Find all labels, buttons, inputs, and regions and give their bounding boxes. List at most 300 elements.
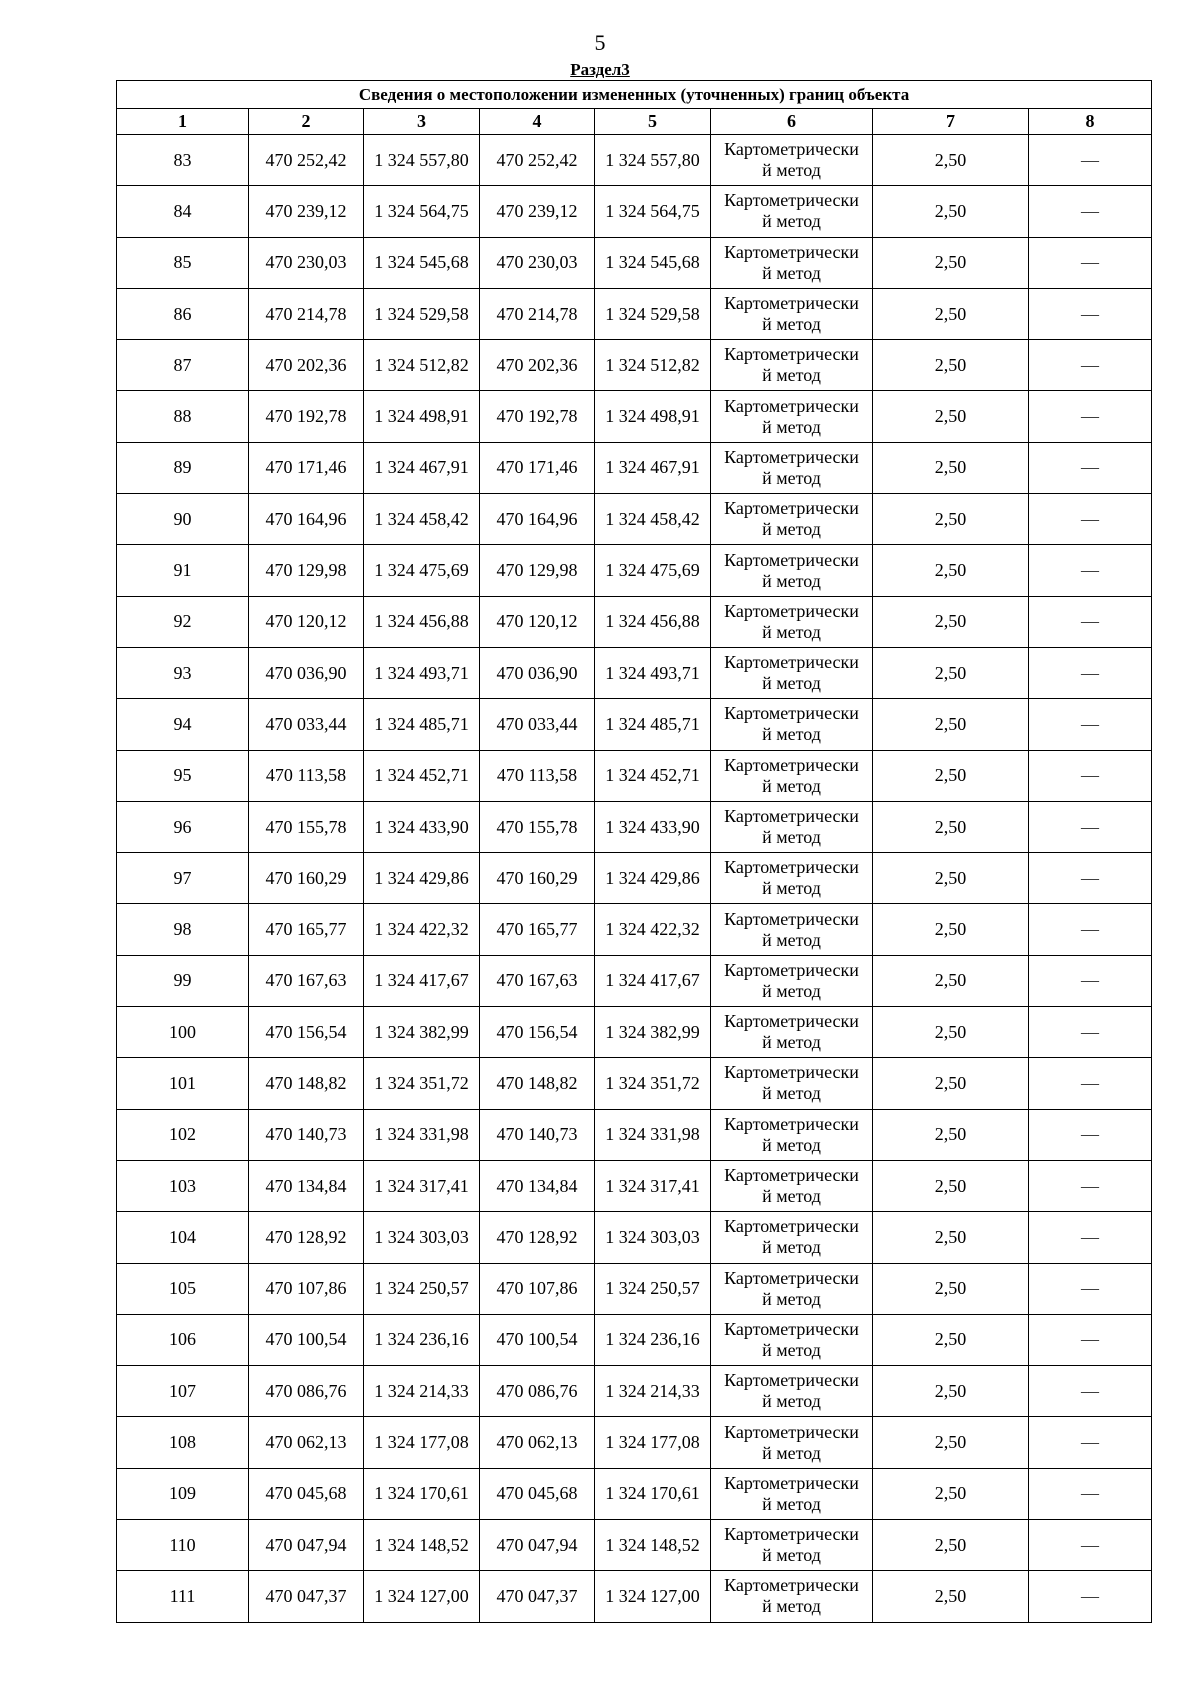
x-old-cell: 470 160,29 <box>249 853 364 904</box>
accuracy-cell: 2,50 <box>873 1160 1029 1211</box>
description-cell: — <box>1029 955 1152 1006</box>
method-cell <box>711 494 873 545</box>
method-text-line2: й метод <box>762 1237 821 1258</box>
y-old-cell: 1 324 351,72 <box>364 1058 480 1109</box>
x-new-cell: 470 033,44 <box>480 699 595 750</box>
y-new-cell: 1 324 557,80 <box>595 135 711 186</box>
x-new-cell: 470 160,29 <box>480 853 595 904</box>
method-cell <box>711 904 873 955</box>
point-number-cell: 90 <box>117 494 249 545</box>
method-cell <box>711 1263 873 1314</box>
y-new-cell: 1 324 545,68 <box>595 237 711 288</box>
x-old-cell: 470 155,78 <box>249 801 364 852</box>
x-new-cell: 470 062,13 <box>480 1417 595 1468</box>
point-number-cell: 89 <box>117 442 249 493</box>
table-row <box>117 853 1152 904</box>
method-text-line1: Картометрически <box>724 857 859 878</box>
x-new-cell: 470 047,94 <box>480 1520 595 1571</box>
point-number-cell: 103 <box>117 1160 249 1211</box>
description-cell: — <box>1029 1417 1152 1468</box>
point-number-cell: 110 <box>117 1520 249 1571</box>
method-text-line2: й метод <box>762 1032 821 1053</box>
accuracy-cell: 2,50 <box>873 186 1029 237</box>
accuracy-cell: 2,50 <box>873 1468 1029 1519</box>
x-old-cell: 470 045,68 <box>249 1468 364 1519</box>
method-text-line1: Картометрически <box>724 806 859 826</box>
x-old-cell: 470 107,86 <box>249 1263 364 1314</box>
method-text-line1: Картометрически <box>724 1267 859 1288</box>
method-text-line1: Картометрически <box>724 1421 859 1442</box>
y-new-cell: 1 324 475,69 <box>595 545 711 596</box>
method-cell <box>711 955 873 1006</box>
x-old-cell: 470 214,78 <box>249 288 364 339</box>
description-cell: — <box>1029 391 1152 442</box>
y-old-cell: 1 324 236,16 <box>364 1314 480 1365</box>
method-text-line1: Картометрически <box>724 959 859 980</box>
table-row <box>117 1468 1152 1519</box>
description-cell: — <box>1029 340 1152 391</box>
x-old-cell: 470 033,44 <box>249 699 364 750</box>
x-new-cell: 470 192,78 <box>480 391 595 442</box>
y-new-cell: 1 324 422,32 <box>595 904 711 955</box>
x-new-cell: 470 214,78 <box>480 288 595 339</box>
y-new-cell: 1 324 564,75 <box>595 186 711 237</box>
accuracy-cell: 2,50 <box>873 750 1029 801</box>
accuracy-cell: 2,50 <box>873 596 1029 647</box>
x-new-cell: 470 230,03 <box>480 237 595 288</box>
point-number-cell: 87 <box>117 340 249 391</box>
method-cell <box>711 1520 873 1571</box>
y-old-cell: 1 324 564,75 <box>364 186 480 237</box>
section-title: Раздел3 <box>570 60 630 79</box>
x-new-cell: 470 167,63 <box>480 955 595 1006</box>
table-row <box>117 1212 1152 1263</box>
accuracy-cell: 2,50 <box>873 1571 1029 1622</box>
table-row <box>117 391 1152 442</box>
y-new-cell: 1 324 250,57 <box>595 1263 711 1314</box>
method-text-line1: Картометрически <box>724 293 859 314</box>
method-cell <box>711 699 873 750</box>
x-old-cell: 470 129,98 <box>249 545 364 596</box>
accuracy-cell: 2,50 <box>873 288 1029 339</box>
method-text-line2: й метод <box>762 980 821 1001</box>
method-text-line2: й метод <box>762 365 821 386</box>
method-text-line1: Картометрически <box>724 446 859 467</box>
x-old-cell: 470 140,73 <box>249 1109 364 1160</box>
point-number-cell: 111 <box>117 1571 249 1622</box>
y-old-cell: 1 324 498,91 <box>364 391 480 442</box>
y-old-cell: 1 324 170,61 <box>364 1468 480 1519</box>
accuracy-cell: 2,50 <box>873 1058 1029 1109</box>
y-old-cell: 1 324 127,00 <box>364 1571 480 1622</box>
method-text-line2: й метод <box>762 211 821 232</box>
method-text-line2: й метод <box>762 775 821 796</box>
accuracy-cell: 2,50 <box>873 1417 1029 1468</box>
y-old-cell: 1 324 493,71 <box>364 647 480 698</box>
method-cell <box>711 1468 873 1519</box>
method-text-line1: Картометрически <box>724 1370 859 1391</box>
method-cell <box>711 1109 873 1160</box>
method-cell <box>711 237 873 288</box>
x-old-cell: 470 047,94 <box>249 1520 364 1571</box>
point-number-cell: 86 <box>117 288 249 339</box>
method-text-line1: Картометрически <box>724 703 859 724</box>
method-text-line2: й метод <box>762 416 821 437</box>
description-cell: — <box>1029 288 1152 339</box>
method-text-line1: Картометрически <box>724 1165 859 1186</box>
x-old-cell: 470 164,96 <box>249 494 364 545</box>
x-new-cell: 470 171,46 <box>480 442 595 493</box>
x-new-cell: 470 036,90 <box>480 647 595 698</box>
y-new-cell: 1 324 127,00 <box>595 1571 711 1622</box>
table-row <box>117 1520 1152 1571</box>
description-cell: — <box>1029 135 1152 186</box>
y-new-cell: 1 324 382,99 <box>595 1007 711 1058</box>
method-text-line1: Картометрически <box>724 395 859 416</box>
x-new-cell: 470 129,98 <box>480 545 595 596</box>
accuracy-cell: 2,50 <box>873 494 1029 545</box>
description-cell: — <box>1029 237 1152 288</box>
x-old-cell: 470 100,54 <box>249 1314 364 1365</box>
table-row <box>117 1109 1152 1160</box>
y-new-cell: 1 324 433,90 <box>595 801 711 852</box>
x-new-cell: 470 148,82 <box>480 1058 595 1109</box>
table-caption: Сведения о местоположении измененных (уточненных) границ объекта <box>117 81 1152 109</box>
x-new-cell: 470 155,78 <box>480 801 595 852</box>
method-text-line1: Картометрически <box>724 1575 859 1596</box>
method-cell <box>711 596 873 647</box>
x-new-cell: 470 047,37 <box>480 1571 595 1622</box>
point-number-cell: 96 <box>117 801 249 852</box>
accuracy-cell: 2,50 <box>873 391 1029 442</box>
point-number-cell: 83 <box>117 135 249 186</box>
accuracy-cell: 2,50 <box>873 647 1029 698</box>
point-number-cell: 94 <box>117 699 249 750</box>
description-cell: — <box>1029 1520 1152 1571</box>
description-cell: — <box>1029 1109 1152 1160</box>
point-number-cell: 101 <box>117 1058 249 1109</box>
method-text-line2: й метод <box>762 1339 821 1360</box>
accuracy-cell: 2,50 <box>873 545 1029 596</box>
y-new-cell: 1 324 529,58 <box>595 288 711 339</box>
method-text-line2: й метод <box>762 160 821 181</box>
y-old-cell: 1 324 456,88 <box>364 596 480 647</box>
method-text-line2: й метод <box>762 467 821 488</box>
method-text-line2: й метод <box>762 1596 821 1617</box>
y-old-cell: 1 324 417,67 <box>364 955 480 1006</box>
x-old-cell: 470 252,42 <box>249 135 364 186</box>
table-row <box>117 340 1152 391</box>
x-new-cell: 470 086,76 <box>480 1366 595 1417</box>
method-text-line2: й метод <box>762 1083 821 1104</box>
description-cell: — <box>1029 853 1152 904</box>
method-text-line1: Картометрически <box>724 498 859 519</box>
method-text-line1: Картометрически <box>724 1113 859 1134</box>
column-number-6: 6 <box>711 109 873 135</box>
table-row <box>117 1160 1152 1211</box>
table-row <box>117 1571 1152 1622</box>
table-row <box>117 442 1152 493</box>
method-text-line1: Картометрически <box>724 600 859 621</box>
method-text-line1: Картометрически <box>724 1524 859 1545</box>
method-text-line2: й метод <box>762 1288 821 1309</box>
method-text-line2: й метод <box>762 827 821 847</box>
column-number-2: 2 <box>249 109 364 135</box>
x-new-cell: 470 100,54 <box>480 1314 595 1365</box>
y-new-cell: 1 324 170,61 <box>595 1468 711 1519</box>
y-old-cell: 1 324 429,86 <box>364 853 480 904</box>
x-old-cell: 470 148,82 <box>249 1058 364 1109</box>
y-new-cell: 1 324 331,98 <box>595 1109 711 1160</box>
point-number-cell: 91 <box>117 545 249 596</box>
x-old-cell: 470 156,54 <box>249 1007 364 1058</box>
y-new-cell: 1 324 429,86 <box>595 853 711 904</box>
y-old-cell: 1 324 485,71 <box>364 699 480 750</box>
y-old-cell: 1 324 382,99 <box>364 1007 480 1058</box>
x-new-cell: 470 140,73 <box>480 1109 595 1160</box>
table-row <box>117 1366 1152 1417</box>
method-text-line2: й метод <box>762 262 821 283</box>
method-cell <box>711 750 873 801</box>
y-old-cell: 1 324 452,71 <box>364 750 480 801</box>
accuracy-cell: 2,50 <box>873 1109 1029 1160</box>
x-old-cell: 470 128,92 <box>249 1212 364 1263</box>
coordinates-table <box>116 80 1152 1623</box>
x-old-cell: 470 134,84 <box>249 1160 364 1211</box>
x-new-cell: 470 134,84 <box>480 1160 595 1211</box>
column-number-1: 1 <box>117 109 249 135</box>
method-cell <box>711 647 873 698</box>
accuracy-cell: 2,50 <box>873 955 1029 1006</box>
description-cell: — <box>1029 801 1152 852</box>
table-row <box>117 699 1152 750</box>
x-old-cell: 470 113,58 <box>249 750 364 801</box>
description-cell: — <box>1029 1212 1152 1263</box>
method-text-line1: Картометрически <box>724 1216 859 1237</box>
method-cell <box>711 1314 873 1365</box>
table-row <box>117 1007 1152 1058</box>
x-old-cell: 470 036,90 <box>249 647 364 698</box>
description-cell: — <box>1029 545 1152 596</box>
y-old-cell: 1 324 433,90 <box>364 801 480 852</box>
method-cell <box>711 545 873 596</box>
x-old-cell: 470 047,37 <box>249 1571 364 1622</box>
y-new-cell: 1 324 498,91 <box>595 391 711 442</box>
x-new-cell: 470 128,92 <box>480 1212 595 1263</box>
y-old-cell: 1 324 422,32 <box>364 904 480 955</box>
method-text-line2: й метод <box>762 1134 821 1155</box>
x-old-cell: 470 239,12 <box>249 186 364 237</box>
method-text-line1: Картометрически <box>724 241 859 262</box>
table-row <box>117 186 1152 237</box>
description-cell: — <box>1029 596 1152 647</box>
table-row <box>117 596 1152 647</box>
method-text-line1: Картометрически <box>724 139 859 160</box>
point-number-cell: 84 <box>117 186 249 237</box>
column-number-8: 8 <box>1029 109 1152 135</box>
description-cell: — <box>1029 186 1152 237</box>
table-row <box>117 237 1152 288</box>
y-old-cell: 1 324 177,08 <box>364 1417 480 1468</box>
method-cell <box>711 186 873 237</box>
accuracy-cell: 2,50 <box>873 442 1029 493</box>
point-number-cell: 97 <box>117 853 249 904</box>
method-text-line2: й метод <box>762 519 821 540</box>
point-number-cell: 85 <box>117 237 249 288</box>
method-cell <box>711 1417 873 1468</box>
accuracy-cell: 2,50 <box>873 1263 1029 1314</box>
point-number-cell: 100 <box>117 1007 249 1058</box>
point-number-cell: 98 <box>117 904 249 955</box>
method-cell <box>711 442 873 493</box>
y-new-cell: 1 324 303,03 <box>595 1212 711 1263</box>
accuracy-cell: 2,50 <box>873 1212 1029 1263</box>
table-row <box>117 1263 1152 1314</box>
y-old-cell: 1 324 317,41 <box>364 1160 480 1211</box>
x-new-cell: 470 164,96 <box>480 494 595 545</box>
table-row <box>117 801 1152 852</box>
y-old-cell: 1 324 458,42 <box>364 494 480 545</box>
method-cell <box>711 340 873 391</box>
x-new-cell: 470 239,12 <box>480 186 595 237</box>
method-text-line2: й метод <box>762 673 821 694</box>
y-new-cell: 1 324 317,41 <box>595 1160 711 1211</box>
y-new-cell: 1 324 452,71 <box>595 750 711 801</box>
y-new-cell: 1 324 351,72 <box>595 1058 711 1109</box>
y-new-cell: 1 324 214,33 <box>595 1366 711 1417</box>
x-new-cell: 470 252,42 <box>480 135 595 186</box>
method-text-line1: Картометрически <box>724 549 859 570</box>
description-cell: — <box>1029 1160 1152 1211</box>
method-text-line2: й метод <box>762 929 821 950</box>
table-row <box>117 904 1152 955</box>
description-cell: — <box>1029 750 1152 801</box>
method-cell <box>711 853 873 904</box>
y-new-cell: 1 324 512,82 <box>595 340 711 391</box>
y-old-cell: 1 324 475,69 <box>364 545 480 596</box>
description-cell: — <box>1029 1263 1152 1314</box>
method-cell <box>711 1571 873 1622</box>
y-new-cell: 1 324 467,91 <box>595 442 711 493</box>
method-text-line1: Картометрически <box>724 652 859 673</box>
description-cell: — <box>1029 1007 1152 1058</box>
method-text-line2: й метод <box>762 724 821 745</box>
description-cell: — <box>1029 1468 1152 1519</box>
y-new-cell: 1 324 148,52 <box>595 1520 711 1571</box>
y-old-cell: 1 324 545,68 <box>364 237 480 288</box>
accuracy-cell: 2,50 <box>873 699 1029 750</box>
table-row <box>117 955 1152 1006</box>
y-new-cell: 1 324 236,16 <box>595 1314 711 1365</box>
method-text-line2: й метод <box>762 1391 821 1412</box>
point-number-cell: 99 <box>117 955 249 1006</box>
table-row <box>117 647 1152 698</box>
x-old-cell: 470 167,63 <box>249 955 364 1006</box>
method-text-line1: Картометрически <box>724 908 859 929</box>
table-row <box>117 1314 1152 1365</box>
y-new-cell: 1 324 456,88 <box>595 596 711 647</box>
method-text-line1: Картометрически <box>724 1472 859 1493</box>
point-number-cell: 95 <box>117 750 249 801</box>
method-text-line2: й метод <box>762 1545 821 1566</box>
method-cell <box>711 1058 873 1109</box>
method-text-line2: й метод <box>762 314 821 335</box>
accuracy-cell: 2,50 <box>873 801 1029 852</box>
accuracy-cell: 2,50 <box>873 853 1029 904</box>
x-new-cell: 470 120,12 <box>480 596 595 647</box>
accuracy-cell: 2,50 <box>873 237 1029 288</box>
x-old-cell: 470 165,77 <box>249 904 364 955</box>
point-number-cell: 93 <box>117 647 249 698</box>
method-cell <box>711 135 873 186</box>
method-text-line2: й метод <box>762 1186 821 1207</box>
page-number: 5 <box>594 30 606 55</box>
method-text-line1: Картометрически <box>724 754 859 775</box>
accuracy-cell: 2,50 <box>873 1007 1029 1058</box>
point-number-cell: 92 <box>117 596 249 647</box>
method-text-line2: й метод <box>762 570 821 591</box>
y-old-cell: 1 324 214,33 <box>364 1366 480 1417</box>
point-number-cell: 102 <box>117 1109 249 1160</box>
x-old-cell: 470 230,03 <box>249 237 364 288</box>
description-cell: — <box>1029 442 1152 493</box>
y-old-cell: 1 324 467,91 <box>364 442 480 493</box>
method-text-line1: Картометрически <box>724 1011 859 1032</box>
description-cell: — <box>1029 699 1152 750</box>
method-text-line2: й метод <box>762 1442 821 1463</box>
x-new-cell: 470 165,77 <box>480 904 595 955</box>
x-old-cell: 470 062,13 <box>249 1417 364 1468</box>
description-cell: — <box>1029 904 1152 955</box>
accuracy-cell: 2,50 <box>873 1520 1029 1571</box>
method-cell <box>711 801 873 852</box>
x-old-cell: 470 171,46 <box>249 442 364 493</box>
x-new-cell: 470 045,68 <box>480 1468 595 1519</box>
y-old-cell: 1 324 148,52 <box>364 1520 480 1571</box>
table-row <box>117 750 1152 801</box>
x-old-cell: 470 192,78 <box>249 391 364 442</box>
method-cell <box>711 1212 873 1263</box>
method-cell <box>711 391 873 442</box>
method-text-line2: й метод <box>762 878 821 899</box>
description-cell: — <box>1029 1058 1152 1109</box>
method-cell <box>711 1007 873 1058</box>
y-old-cell: 1 324 512,82 <box>364 340 480 391</box>
method-text-line1: Картометрически <box>724 1318 859 1339</box>
table-row <box>117 135 1152 186</box>
x-old-cell: 470 120,12 <box>249 596 364 647</box>
point-number-cell: 88 <box>117 391 249 442</box>
method-text-line1: Картометрически <box>724 344 859 365</box>
x-new-cell: 470 113,58 <box>480 750 595 801</box>
point-number-cell: 105 <box>117 1263 249 1314</box>
accuracy-cell: 2,50 <box>873 135 1029 186</box>
accuracy-cell: 2,50 <box>873 1314 1029 1365</box>
point-number-cell: 106 <box>117 1314 249 1365</box>
x-new-cell: 470 156,54 <box>480 1007 595 1058</box>
description-cell: — <box>1029 1314 1152 1365</box>
y-new-cell: 1 324 458,42 <box>595 494 711 545</box>
description-cell: — <box>1029 1366 1152 1417</box>
column-number-5: 5 <box>595 109 711 135</box>
method-cell <box>711 288 873 339</box>
table-body <box>117 135 1152 1623</box>
x-new-cell: 470 107,86 <box>480 1263 595 1314</box>
table-row <box>117 545 1152 596</box>
y-new-cell: 1 324 417,67 <box>595 955 711 1006</box>
table-row <box>117 1058 1152 1109</box>
column-number-7: 7 <box>873 109 1029 135</box>
